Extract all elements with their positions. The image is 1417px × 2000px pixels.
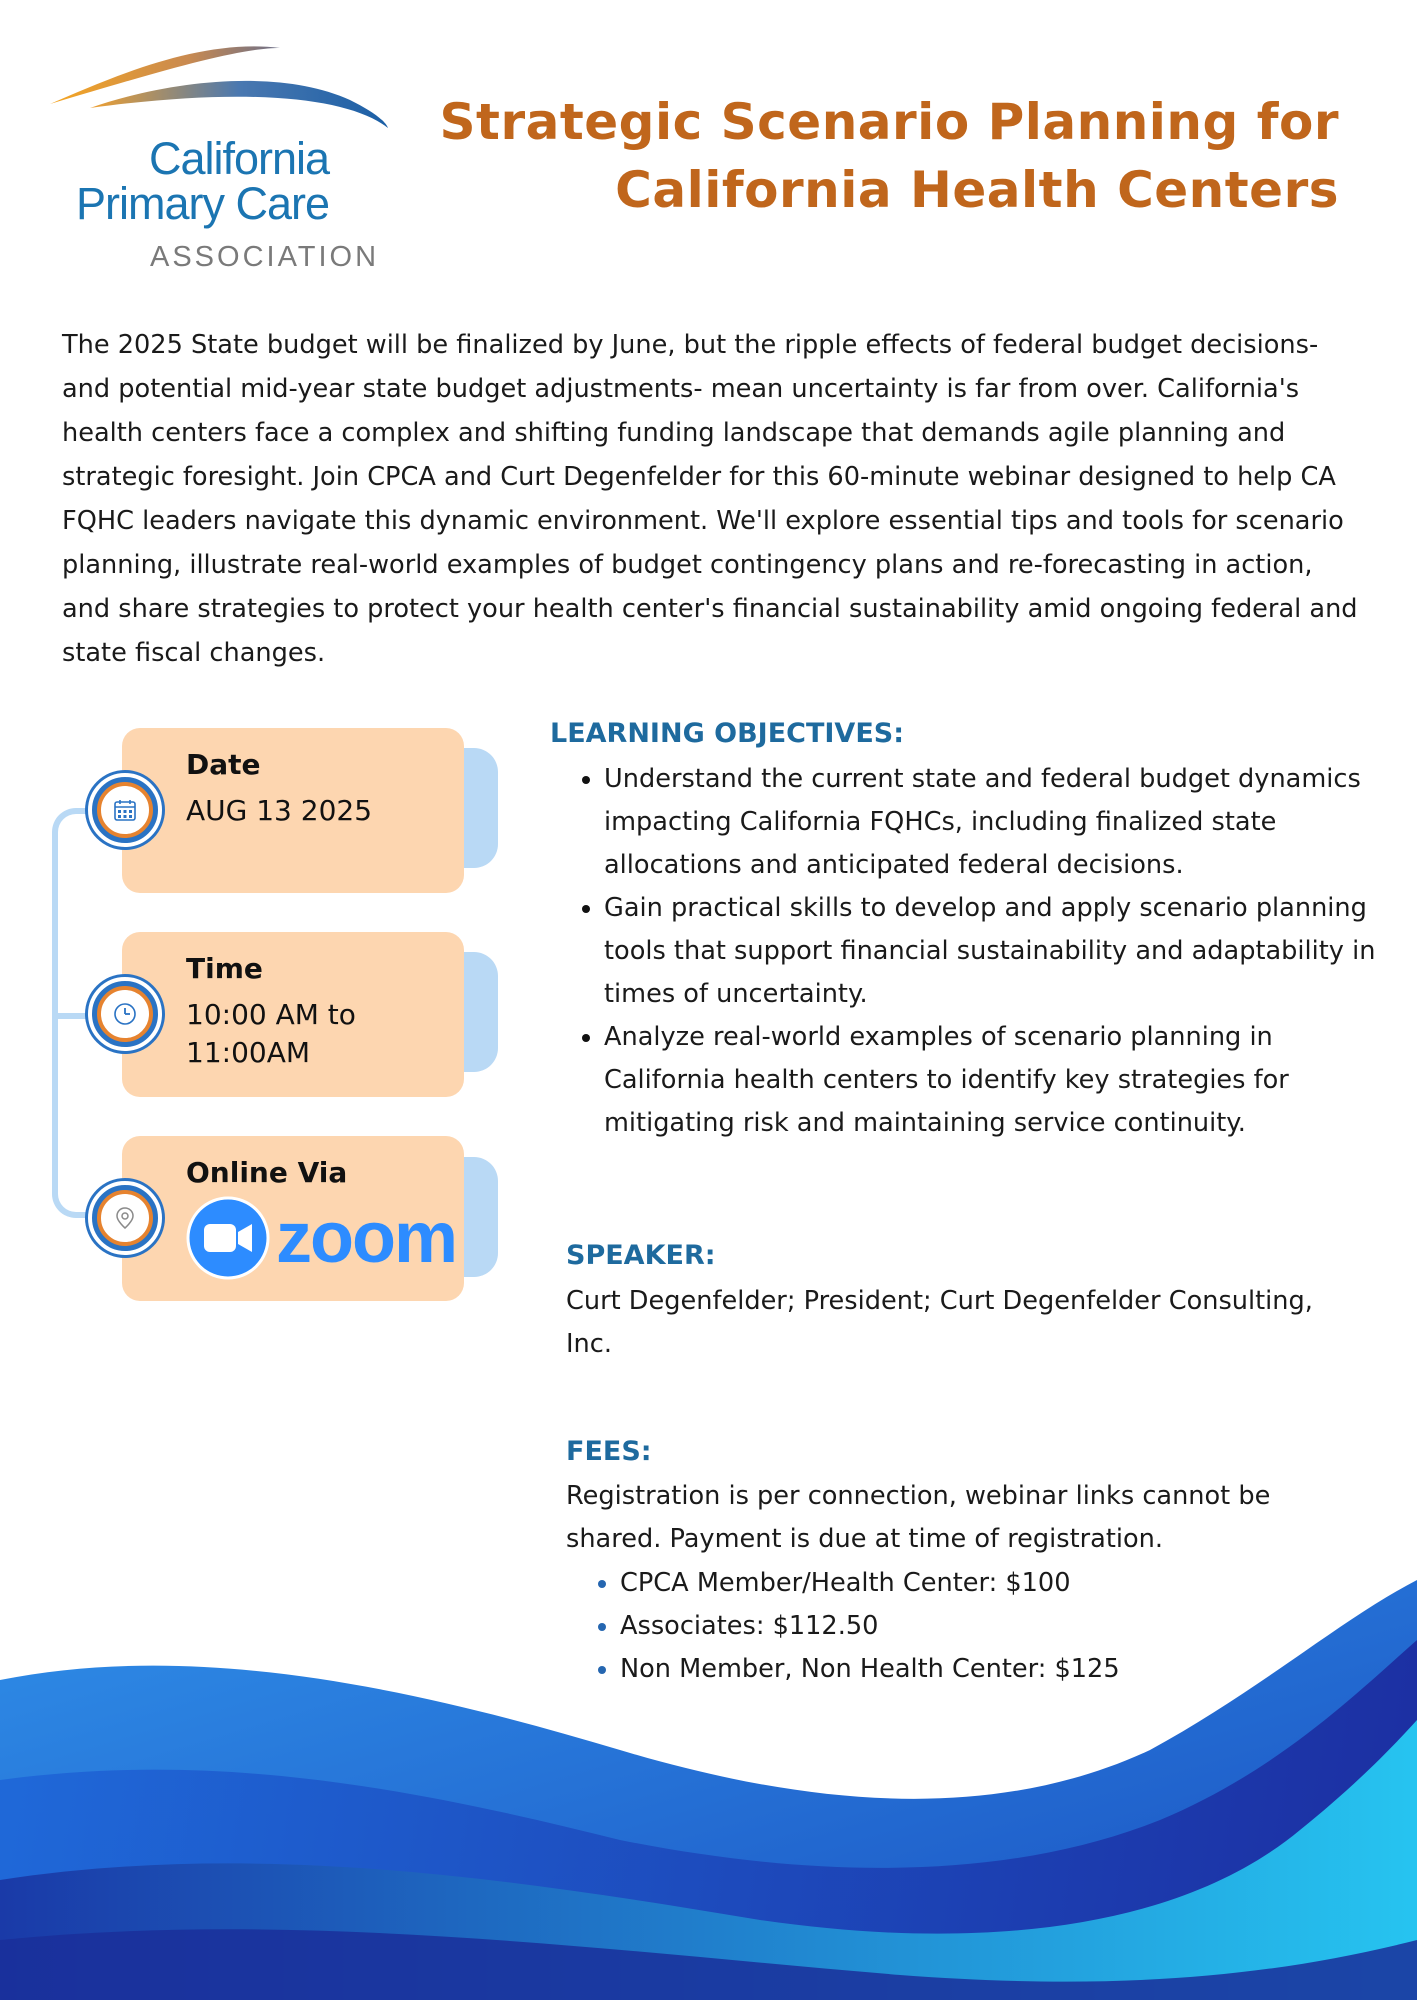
location-badge <box>88 1181 162 1255</box>
time-end: 11:00AM <box>186 1036 311 1069</box>
page-title <box>399 88 1339 224</box>
cpca-logo <box>50 38 400 278</box>
fees-heading: FEES: <box>566 1436 652 1467</box>
zoom-camera-icon <box>186 1196 270 1280</box>
fees-text: Registration is per connection, webinar links cannot be shared. Payment is due at time of registration. <box>566 1481 1271 1554</box>
calendar-badge <box>88 773 162 847</box>
speaker-text: Curt Degenfelder; President; Curt Degenfelder Consulting, Inc. <box>566 1286 1313 1359</box>
time-value <box>186 996 356 1072</box>
objectives-heading: LEARNING OBJECTIVES: <box>550 718 905 749</box>
time-label: Time <box>186 952 263 985</box>
online-card <box>122 1136 464 1301</box>
title-line-1: Strategic Scenario Planning for <box>439 93 1339 151</box>
date-label: Date <box>186 748 261 781</box>
logo-swoosh-graphic <box>50 38 400 148</box>
time-start: 10:00 AM to <box>186 998 356 1031</box>
time-card <box>122 932 464 1097</box>
clock-badge <box>88 977 162 1051</box>
zoom-logo <box>186 1196 456 1286</box>
logo-text-california: California <box>149 133 330 184</box>
logo-text-association: ASSOCIATION <box>150 241 380 273</box>
fee-item: • CPCA Member/Health Center: $100 <box>620 1562 1400 1605</box>
wave-decoration <box>0 1580 1417 2000</box>
clock-icon <box>113 1002 137 1026</box>
objectives-list <box>566 758 1394 1145</box>
date-card <box>122 728 464 893</box>
location-pin-icon <box>113 1206 137 1230</box>
online-label: Online Via <box>186 1156 348 1189</box>
zoom-wordmark: zoom <box>276 1198 456 1278</box>
fee-item: • Associates: $112.50 <box>620 1605 1400 1648</box>
title-line-2: California Health Centers <box>615 161 1339 219</box>
calendar-icon <box>113 798 137 822</box>
logo-text-primary-care: Primary Care <box>76 178 330 229</box>
objective-item: • Analyze real-world examples of scenario planning in California health centers to identify key strategies for mitigating risk and maintaining service continuity. <box>604 1016 1394 1145</box>
objective-item: • Gain practical skills to develop and apply scenario planning tools that support financial sustainability and adaptability in times of uncertainty. <box>604 887 1394 1016</box>
fee-item: • Non Member, Non Health Center: $125 <box>620 1648 1400 1691</box>
date-value: AUG 13 2025 <box>186 794 373 827</box>
intro-paragraph: The 2025 State budget will be finalized by June, but the ripple effects of federal budget decisions- and potential mid-year state budget adjustments- mean uncertainty is far from over. California's health centers face a complex and shifting funding landscape that demands agile planning and strategic foresight. Join CPCA and Curt Degenfelder for this 60-minute webinar designed to help CA FQHC leaders navigate this dynamic environment. We'll explore essential tips and tools for scenario planning, illustrate real-world examples of budget contingency plans and re-forecasting in action, and share strategies to protect your health center's financial sustainability amid ongoing federal and state fiscal changes. <box>62 330 1358 668</box>
objective-item: • Understand the current state and federal budget dynamics impacting California FQHCs, including finalized state allocations and anticipated federal decisions. <box>604 758 1394 887</box>
speaker-heading: SPEAKER: <box>566 1240 716 1271</box>
